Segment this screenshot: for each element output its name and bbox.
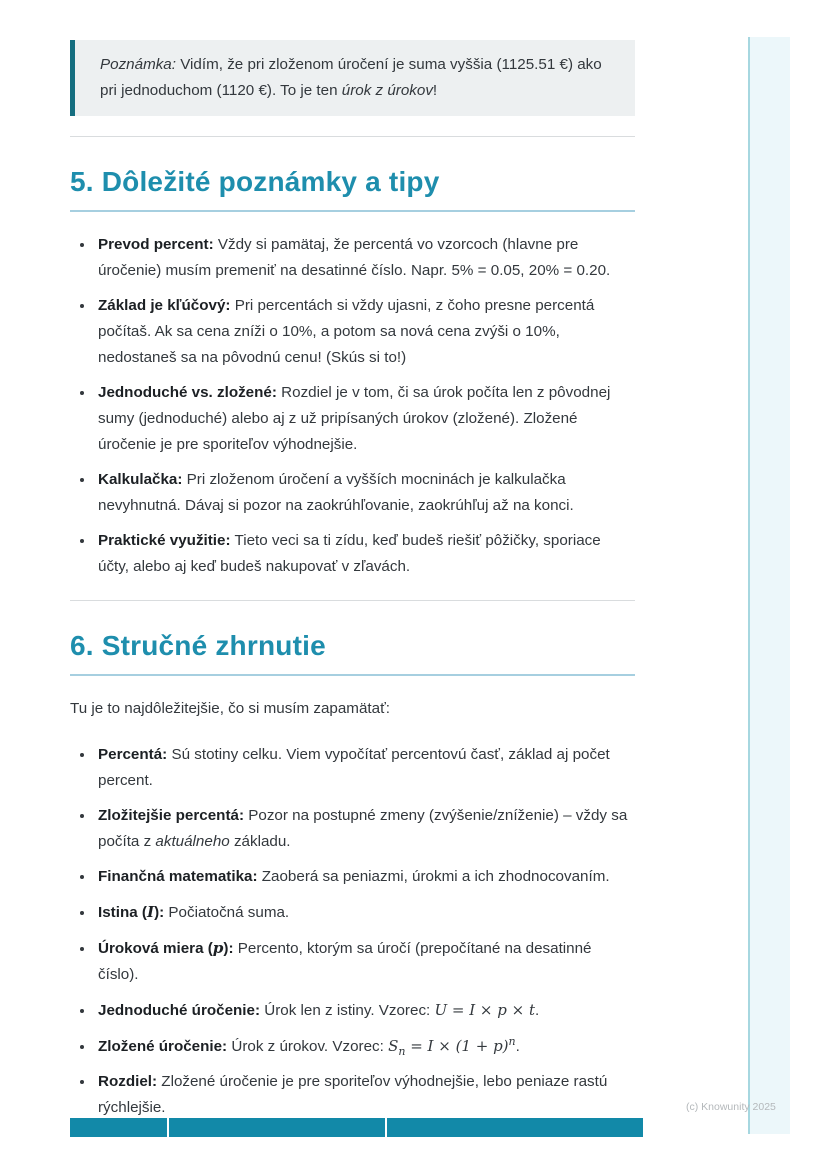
item-text: Počiatočná suma. xyxy=(168,904,290,921)
list-item xyxy=(95,742,635,794)
item-text: Percento, ktorým sa úročí (prepočítané na desatinné číslo). xyxy=(98,940,592,983)
math-body: = I × (1 + p) xyxy=(405,1037,509,1055)
item-text-end: . xyxy=(515,1038,520,1055)
item-text: Sú stotiny celku. Viem vypočítať percentovú časť, základ aj počet percent. xyxy=(98,746,610,789)
item-label: Praktické využitie: xyxy=(98,532,231,549)
item-text-end: základu. xyxy=(229,833,291,850)
item-text: Úrok len z istiny. Vzorec: xyxy=(264,1002,435,1019)
note-emphasis: úrok z úrokov xyxy=(341,82,433,99)
item-label: Kalkulačka: xyxy=(98,471,183,488)
math-formula: U = I × p × t xyxy=(434,1001,535,1019)
item-label-part: Úroková miera ( xyxy=(98,940,213,957)
item-label xyxy=(98,904,164,921)
table-header-cell xyxy=(169,1118,385,1137)
section-divider xyxy=(70,600,635,601)
list-item xyxy=(95,935,635,988)
item-text-end: . xyxy=(535,1002,540,1019)
math-variable: I xyxy=(146,903,155,921)
list-item xyxy=(95,1033,635,1060)
item-text: Vždy si pamätaj, že percentá vo vzorcoch (hlavne pre úročenie) musím premeniť na desatinné číslo. Napr. 5% = 0.05, 20% = 0.20. xyxy=(98,236,611,279)
item-label xyxy=(98,940,234,957)
list-item xyxy=(95,467,635,519)
item-label: Zložitejšie percentá: xyxy=(98,807,245,824)
table-header-cell xyxy=(70,1118,167,1137)
item-emphasis: aktuálneho xyxy=(155,833,230,850)
note-text-end: ! xyxy=(432,82,438,99)
item-label: Základ je kľúčový: xyxy=(98,297,231,314)
item-label: Prevod percent: xyxy=(98,236,214,253)
section-6 xyxy=(70,629,635,1121)
math-base: S xyxy=(388,1037,399,1055)
item-text: Zložené úročenie je pre sporiteľov výhodnejšie, lebo peniaze rastú rýchlejšie. xyxy=(98,1073,608,1116)
math-variable: p xyxy=(212,939,224,957)
item-text: Pozor na postupné zmeny (zvýšenie/zníženie) – vždy sa počíta z xyxy=(98,807,628,850)
item-text: Úrok z úrokov. Vzorec: xyxy=(231,1038,389,1055)
section-5 xyxy=(70,165,635,580)
section-divider xyxy=(70,136,635,137)
list-item xyxy=(95,293,635,371)
list-item xyxy=(95,1069,635,1121)
item-text: Pri zloženom úročení a vyšších mocninách je kalkulačka nevyhnutná. Dávaj si pozor na zaokrúhľovanie, zaokrúhľuj až na konci. xyxy=(98,471,574,514)
item-label: Jednoduché úročenie: xyxy=(98,1002,261,1019)
item-label: Zložené úročenie: xyxy=(98,1038,228,1055)
section-6-list xyxy=(70,742,635,1121)
item-label: Jednoduché vs. zložené: xyxy=(98,384,277,401)
list-item xyxy=(95,864,635,890)
list-item xyxy=(95,899,635,926)
item-label-part: ): xyxy=(154,904,165,921)
note-callout xyxy=(70,40,635,116)
section-5-title: 5. Dôležité poznámky a tipy xyxy=(70,165,635,212)
item-label: Finančná matematika: xyxy=(98,868,258,885)
math-exponent: n xyxy=(508,1035,516,1048)
section-6-title: 6. Stručné zhrnutie xyxy=(70,629,635,676)
item-label-part: ): xyxy=(223,940,234,957)
list-item xyxy=(95,380,635,458)
section-5-list xyxy=(70,232,635,580)
math-formula xyxy=(388,1035,516,1058)
list-item xyxy=(95,528,635,580)
note-text: Vidím, že pri zloženom úročení je suma vyššia (1125.51 €) ako pri jednoduchom (1120 €). To je ten xyxy=(100,56,602,99)
item-label-part: Istina ( xyxy=(98,904,147,921)
copyright-notice: (c) Knowunity 2025 xyxy=(686,1101,776,1113)
page-content xyxy=(70,40,635,1121)
table-header-bar xyxy=(70,1118,643,1137)
item-text: Tieto veci sa ti zídu, keď budeš riešiť pôžičky, sporiace účty, alebo aj keď budeš nakupovať v zľavách. xyxy=(98,532,601,575)
item-text: Rozdiel je v tom, či sa úrok počíta len z pôvodnej sumy (jednoduché) alebo aj z už pripísaných úrokov (zložené). Zložené úročenie je pre sporiteľov výhodnejšie. xyxy=(98,384,611,453)
list-item xyxy=(95,803,635,855)
list-item xyxy=(95,232,635,284)
table-header-cell xyxy=(387,1118,643,1137)
item-label: Rozdiel: xyxy=(98,1073,158,1090)
item-text: Zaoberá sa peniazmi, úrokmi a ich zhodnocovaním. xyxy=(261,868,610,885)
item-text: Pri percentách si vždy ujasni, z čoho presne percentá počítaš. Ak sa cena zníži o 10%, a potom sa nová cena zvýši o 10%, nedostaneš sa na pôvodnú cenu! (Skús si to!) xyxy=(98,297,595,366)
page-edge-strip xyxy=(748,37,790,1134)
section-6-intro: Tu je to najdôležitejšie, čo si musím zapamätať: xyxy=(70,700,390,717)
item-label: Percentá: xyxy=(98,746,168,763)
list-item xyxy=(95,997,635,1024)
note-label: Poznámka: xyxy=(100,56,176,73)
math-subscript: n xyxy=(398,1045,406,1058)
